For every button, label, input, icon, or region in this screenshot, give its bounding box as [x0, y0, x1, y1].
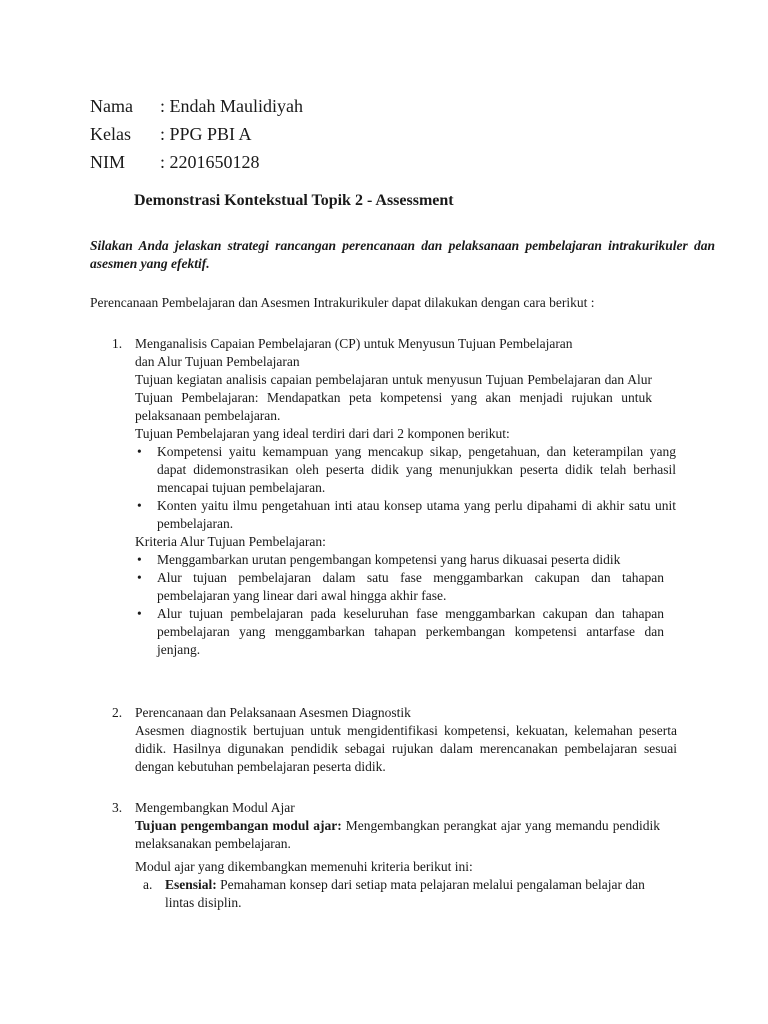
nim-value: : 2201650128 — [160, 152, 260, 172]
name-row — [90, 92, 303, 120]
list-item: • Alur tujuan pembelajaran pada keseluruhan fase menggambarkan cakupan dan tahapan pembelajaran yang menggambarkan tahapan perkembangan kompetensi antarfase dan jenjang. — [137, 606, 664, 657]
section-1-heading-line2: dan Alur Tujuan Pembelajaran — [135, 354, 300, 369]
class-value: : PPG PBI A — [160, 124, 252, 144]
list-item: • Menggambarkan urutan pengembangan kompetensi yang harus dikuasai peserta didik — [137, 552, 621, 567]
class-row — [90, 120, 303, 148]
section-1-heading-line1: Menganalisis Capaian Pembelajaran (CP) untuk Menyusun Tujuan Pembelajaran — [135, 336, 573, 351]
section-1-components-intro: Tujuan Pembelajaran yang ideal terdiri dari dari 2 komponen berikut: — [135, 426, 510, 441]
section-2-paragraph: Asesmen diagnostik bertujuan untuk mengidentifikasi kompetensi, kekuatan, kelemahan peserta didik. Hasilnya digunakan pendidik sebagai rujukan dalam merencanakan pembelajaran sesuai dengan kebutuhan pembelajaran peserta didik. — [135, 723, 677, 774]
bullet-icon: • — [137, 606, 142, 621]
identity-block — [90, 92, 303, 176]
list-item: • Konten yaitu ilmu pengetahuan inti atau konsep utama yang perlu dipahami di akhir satu unit pembelajaran. — [137, 498, 676, 531]
section-2 — [112, 704, 677, 776]
section-1-criteria-intro: Kriteria Alur Tujuan Pembelajaran: — [135, 534, 326, 549]
assignment-prompt: Silakan Anda jelaskan strategi rancangan perencanaan dan pelaksanaan pembelajaran intrakurikuler dan asesmen yang efektif. — [90, 238, 715, 271]
bullet-icon: • — [137, 444, 142, 459]
section-3-heading — [112, 799, 660, 817]
section-1-paragraph: Tujuan kegiatan analisis capaian pembelajaran untuk menyusun Tujuan Pembelajaran dan Alur Tujuan Pembelajaran: Mendapatkan peta kompetensi yang akan menjadi rujukan untuk pelaksanaan pembelajaran. — [135, 372, 652, 423]
section-3-number: 3. — [112, 800, 123, 815]
section-3-heading-text: Mengembangkan Modul Ajar — [135, 800, 295, 815]
section-1-heading — [112, 335, 652, 353]
list-item: • Kompetensi yaitu kemampuan yang mencakup sikap, pengetahuan, dan keterampilan yang dapat didemonstrasikan oleh peserta didik yang menunjukkan peserta didik telah berhasil mencapai tujuan pembelajaran. — [137, 444, 676, 495]
nim-row — [90, 148, 303, 176]
item-label: Esensial: — [165, 877, 217, 892]
list-item — [143, 876, 653, 912]
list-item: • Alur tujuan pembelajaran dalam satu fase menggambarkan cakupan dan tahapan pembelajaran yang linear dari awal hingga akhir fase. — [137, 570, 664, 603]
document-title: Demonstrasi Kontekstual Topik 2 - Assessment — [134, 192, 454, 209]
section-3-goal — [135, 817, 660, 853]
components-list — [134, 443, 676, 533]
section-2-heading — [112, 704, 677, 722]
section-2-heading-text: Perencanaan dan Pelaksanaan Asesmen Diagnostik — [135, 705, 411, 720]
section-2-number: 2. — [112, 705, 123, 720]
section-1-number: 1. — [112, 336, 123, 351]
name-label: Nama — [90, 96, 133, 116]
criteria-lettered-list — [143, 876, 653, 912]
section-3-criteria-intro: Modul ajar yang dikembangkan memenuhi kriteria berikut ini: — [135, 859, 473, 874]
class-label: Kelas — [90, 124, 131, 144]
bullet-icon: • — [137, 552, 142, 567]
section-1 — [112, 335, 676, 659]
item-text: Pemahaman konsep dari setiap mata pelajaran melalui pengalaman belajar dan lintas disiplin. — [165, 877, 645, 910]
criteria-list — [134, 551, 664, 659]
section-3-goal-label: Tujuan pengembangan modul ajar: — [135, 818, 342, 833]
intro-text: Perencanaan Pembelajaran dan Asesmen Intrakurikuler dapat dilakukan dengan cara berikut : — [90, 295, 595, 310]
item-letter: a. — [143, 877, 153, 892]
nim-label: NIM — [90, 152, 125, 172]
name-value: : Endah Maulidiyah — [160, 96, 303, 116]
section-3-goal-text: Mengembangkan perangkat ajar yang memandu pendidik melaksanakan pembelajaran. — [135, 818, 660, 851]
bullet-icon: • — [137, 498, 142, 513]
bullet-icon: • — [137, 570, 142, 585]
section-3 — [112, 799, 660, 912]
